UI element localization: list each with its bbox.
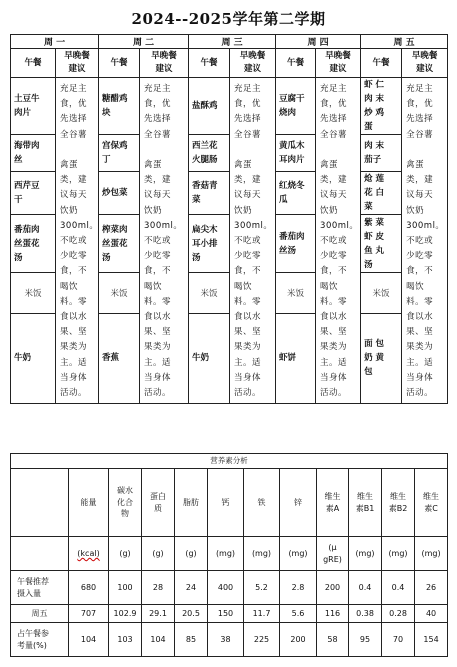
day-header: 周 三: [189, 35, 276, 49]
nutrition-row: [11, 571, 448, 605]
value-cell: 103: [109, 623, 142, 657]
lunch-header: 午餐: [99, 49, 140, 78]
nutrient-header: 维生 素B1: [349, 469, 382, 537]
nutrient-header-row: [11, 469, 448, 537]
dish-cell: 虾饼: [276, 313, 316, 404]
value-cell: 680: [69, 571, 109, 605]
rice-cell: 米饭: [361, 273, 402, 313]
rice-cell: 米饭: [99, 273, 140, 313]
dish-cell: 番茄肉 丝蛋花 汤: [11, 214, 56, 272]
dish-cell: 红烧冬 瓜: [276, 171, 316, 214]
value-cell: 104: [69, 623, 109, 657]
unit-cell: (μ gRE): [317, 537, 349, 571]
unit-cell: (g): [109, 537, 142, 571]
weekly-menu-table: [10, 34, 448, 404]
row-label: 周五: [11, 605, 69, 623]
dish-cell: 宫保鸡 丁: [99, 135, 140, 171]
advice-header: 早晚餐 建议: [56, 49, 99, 78]
nutrient-header: 锌: [280, 469, 317, 537]
value-cell: 24: [175, 571, 208, 605]
dish-cell: 香蕉: [99, 313, 140, 404]
value-cell: 0.38: [349, 605, 382, 623]
dish-cell: 虾 仁 肉 末 炒 鸡 蛋: [361, 78, 402, 135]
advice-header: 早晚餐 建议: [402, 49, 448, 78]
value-cell: 11.7: [244, 605, 280, 623]
unit-cell: (kcal): [69, 537, 109, 571]
advice-cell: 充足主 食，优 先选择 全谷薯 禽蛋 类，建 议每天 饮奶 300ml。 不吃或 少吃零 食，不 喝饮 料。零 食以水 果、坚 果类为 主。适 当身体 活动。: [316, 78, 361, 404]
advice-header: 早晚餐 建议: [140, 49, 189, 78]
dish-cell: 海带肉 丝: [11, 135, 56, 171]
lunch-header: 午餐: [276, 49, 316, 78]
unit-cell: (mg): [415, 537, 448, 571]
nutrient-header: 能量: [69, 469, 109, 537]
nutrition-row: [11, 623, 448, 657]
nutrient-header: 铁: [244, 469, 280, 537]
value-cell: 225: [244, 623, 280, 657]
value-cell: 200: [280, 623, 317, 657]
value-cell: 400: [208, 571, 244, 605]
nutrition-caption: 营养素分析: [11, 454, 448, 469]
dish-cell: 炝 莲 花 白 菜: [361, 171, 402, 214]
nutrient-header: 脂肪: [175, 469, 208, 537]
lunch-header: 午餐: [361, 49, 402, 78]
day-header: 周 五: [361, 35, 448, 49]
value-cell: 28: [142, 571, 175, 605]
value-cell: 95: [349, 623, 382, 657]
dish-cell: 土豆牛 肉片: [11, 78, 56, 135]
nutrient-header: 碳水 化合 物: [109, 469, 142, 537]
rice-cell: 米饭: [189, 273, 230, 313]
advice-cell: 充足主 食，优 先选择 全谷薯 禽蛋 类，建 议每天 饮奶 300ml。 不吃或 少吃零 食，不 喝饮 料。零 食以水 果、坚 果类为 主。适 当身体 活动。: [140, 78, 189, 404]
day-header: 周 一: [11, 35, 99, 49]
value-cell: 29.1: [142, 605, 175, 623]
value-cell: 5.2: [244, 571, 280, 605]
unit-row: [11, 537, 448, 571]
advice-header: 早晚餐 建议: [316, 49, 361, 78]
value-cell: 0.28: [382, 605, 415, 623]
unit-cell: (mg): [208, 537, 244, 571]
unit-cell: (mg): [382, 537, 415, 571]
value-cell: 58: [317, 623, 349, 657]
dish-cell: 糖醋鸡 块: [99, 78, 140, 135]
dish-cell: 豆腐干 烧肉: [276, 78, 316, 135]
dish-cell: 扁尖木 耳小排 汤: [189, 214, 230, 272]
day-header-row: [11, 35, 448, 49]
dish-cell: 西芹豆 干: [11, 171, 56, 214]
dish-cell: 西兰花 火腿肠: [189, 135, 230, 171]
dish-cell: 肉 末 茄子: [361, 135, 402, 171]
dish-cell: 面 包 奶 黄 包: [361, 313, 402, 404]
dish-cell: 香菇青 菜: [189, 171, 230, 214]
menu-row: [11, 78, 448, 135]
nutrition-analysis-table: [10, 453, 448, 657]
page-title: 2024--2025学年第二学期: [131, 10, 326, 28]
nutrition-row: [11, 605, 448, 623]
value-cell: 85: [175, 623, 208, 657]
lunch-header: 午餐: [189, 49, 230, 78]
dish-cell: 榨菜肉 丝蛋花 汤: [99, 214, 140, 272]
advice-cell: 充足主 食，优 先选择 全谷薯 禽蛋 类，建 议每天 饮奶 300ml。 不吃或 少吃零 食，不 喝饮 料。零 食以水 果、坚 果类为 主。适 当身体 活动。: [56, 78, 99, 404]
dish-cell: 炒包菜: [99, 171, 140, 214]
value-cell: 2.8: [280, 571, 317, 605]
value-cell: 0.4: [349, 571, 382, 605]
nutrient-header: 维生 素A: [317, 469, 349, 537]
unit-cell: (mg): [349, 537, 382, 571]
value-cell: 20.5: [175, 605, 208, 623]
nutrient-header: 维生 素B2: [382, 469, 415, 537]
value-cell: 5.6: [280, 605, 317, 623]
dish-cell: 牛奶: [189, 313, 230, 404]
dish-cell: 番茄肉 丝汤: [276, 214, 316, 272]
value-cell: 40: [415, 605, 448, 623]
day-header: 周 二: [99, 35, 189, 49]
nutrient-header: 维生 素C: [415, 469, 448, 537]
corner-cell: [11, 537, 69, 571]
dish-cell: 盐酥鸡: [189, 78, 230, 135]
nutrient-header: 钙: [208, 469, 244, 537]
advice-cell: 充足主 食，优 先选择 全谷薯 禽蛋 类，建 议每天 饮奶 300ml。 不吃或 少吃零 食，不 喝饮 料。零 食以水 果、坚 果类为 主。适 当身体 活动。: [402, 78, 448, 404]
lunch-header: 午餐: [11, 49, 56, 78]
rice-cell: 米饭: [276, 273, 316, 313]
row-label: 午餐推荐 摄入量: [11, 571, 69, 605]
row-label: 占午餐参 考量(%): [11, 623, 69, 657]
value-cell: 200: [317, 571, 349, 605]
unit-cell: (mg): [280, 537, 317, 571]
value-cell: 154: [415, 623, 448, 657]
dish-cell: 黄瓜木 耳肉片: [276, 135, 316, 171]
rice-cell: 米饭: [11, 273, 56, 313]
nutrient-header: 蛋白 质: [142, 469, 175, 537]
value-cell: 0.4: [382, 571, 415, 605]
unit-cell: (g): [142, 537, 175, 571]
nutrition-caption-row: [11, 454, 448, 469]
day-header: 周 四: [276, 35, 361, 49]
unit-cell: (mg): [244, 537, 280, 571]
advice-header: 早晚餐 建议: [230, 49, 276, 78]
value-cell: 102.9: [109, 605, 142, 623]
unit-cell: (g): [175, 537, 208, 571]
advice-cell: 充足主 食，优 先选择 全谷薯 禽蛋 类，建 议每天 饮奶 300ml。 不吃或 少吃零 食，不 喝饮 料。零 食以水 果、坚 果类为 主。适 当身体 活动。: [230, 78, 276, 404]
value-cell: 150: [208, 605, 244, 623]
corner-cell: [11, 469, 69, 537]
value-cell: 707: [69, 605, 109, 623]
value-cell: 70: [382, 623, 415, 657]
value-cell: 104: [142, 623, 175, 657]
value-cell: 26: [415, 571, 448, 605]
value-cell: 100: [109, 571, 142, 605]
dish-cell: 牛奶: [11, 313, 56, 404]
dish-cell: 紫 菜 虾 皮 鱼 丸 汤: [361, 214, 402, 272]
column-header-row: [11, 49, 448, 78]
value-cell: 116: [317, 605, 349, 623]
value-cell: 38: [208, 623, 244, 657]
